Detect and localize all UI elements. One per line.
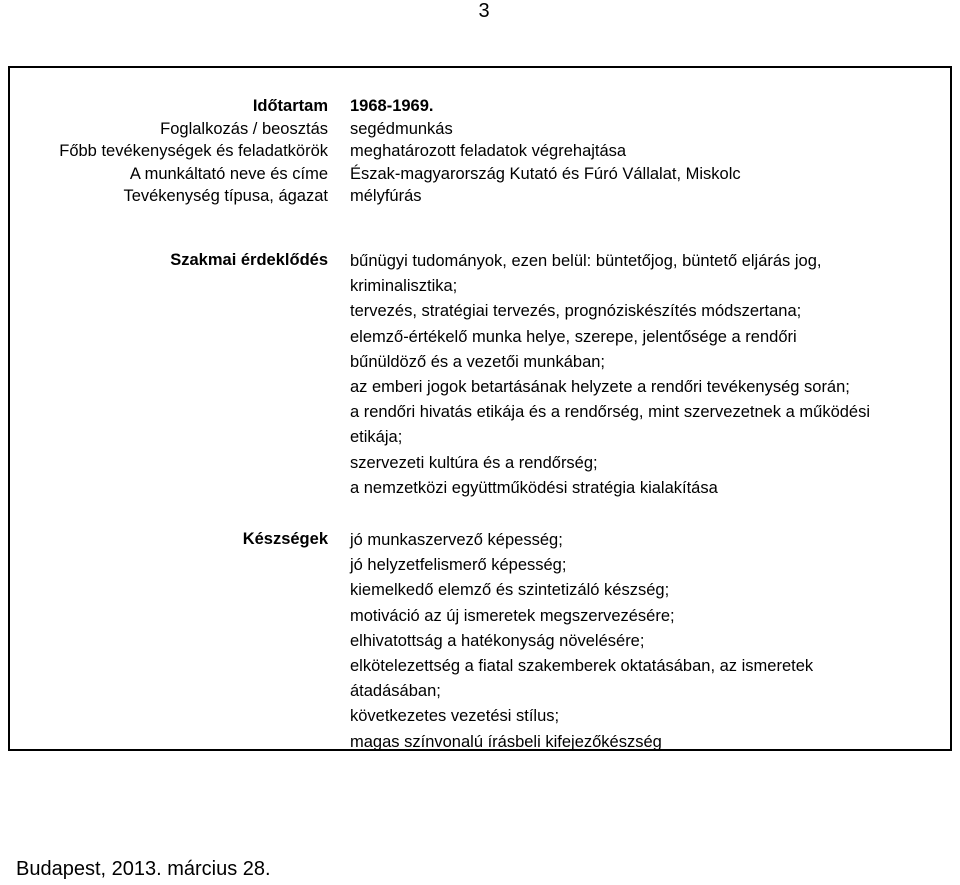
main-activities-value: meghatározott feladatok végrehajtása <box>350 142 627 160</box>
interests-label: Szakmai érdeklődés <box>170 251 328 269</box>
skills-line: elhivatottság a hatékonyság növelésére; <box>350 631 645 650</box>
position-label: Foglalkozás / beosztás <box>160 119 328 138</box>
skills-line: magas színvonalú írásbeli kifejezőkészség <box>350 732 662 751</box>
interests-line: elemző-értékelő munka helye, szerepe, jelentősége a rendőri <box>350 327 797 346</box>
interests-list <box>350 249 940 501</box>
interests-line: bűnüldöző és a vezetői munkában; <box>350 352 606 371</box>
skills-list <box>350 528 940 755</box>
employer-label: A munkáltató neve és címe <box>129 164 328 183</box>
work-experience-values <box>350 95 940 208</box>
work-experience-labels <box>59 95 328 208</box>
interests-line: tervezés, stratégiai tervezés, prognóziskészítés módszertana; <box>350 302 802 321</box>
interests-line: etikája; <box>350 428 403 447</box>
skills-line: motiváció az új ismeretek megszervezésére; <box>350 606 675 625</box>
interests-line: a rendőri hivatás etikája és a rendőrség, mint szervezetnek a működési <box>350 403 871 422</box>
interests-line: a nemzetközi együttműködési stratégia kialakítása <box>350 478 718 497</box>
page-number: 3 <box>478 0 490 22</box>
skills-line: jó munkaszervező képesség; <box>350 531 563 549</box>
interests-line: bűnügyi tudományok, ezen belül: büntetőjog, büntető eljárás jog, <box>350 252 822 270</box>
interests-line: az emberi jogok betartásának helyzete a rendőri tevékenység során; <box>350 378 850 397</box>
skills-line: elkötelezettség a fiatal szakemberek oktatásában, az ismeretek <box>350 657 814 676</box>
position-value: segédmunkás <box>350 119 453 138</box>
sector-value: mélyfúrás <box>350 187 422 205</box>
skills-label: Készségek <box>242 530 328 548</box>
main-activities-label: Főbb tevékenységek és feladatkörök <box>59 142 328 160</box>
sector-label: Tevékenység típusa, ágazat <box>123 187 328 205</box>
employer-value: Észak-magyarország Kutató és Fúró Vállalat, Miskolc <box>350 164 741 183</box>
skills-line: jó helyzetfelismerő képesség; <box>350 556 567 575</box>
cv-section-box <box>8 66 952 751</box>
skills-line: következetes vezetési stílus; <box>350 707 560 726</box>
interests-line: szervezeti kultúra és a rendőrség; <box>350 453 598 472</box>
interests-line: kriminalisztika; <box>350 277 458 296</box>
duration-label: Időtartam <box>252 97 328 115</box>
skills-line: átadásában; <box>350 682 441 701</box>
duration-value: 1968-1969. <box>350 97 434 115</box>
place-and-date: Budapest, 2013. március 28. <box>16 858 271 880</box>
skills-line: kiemelkedő elemző és szintetizáló készség; <box>350 581 670 600</box>
